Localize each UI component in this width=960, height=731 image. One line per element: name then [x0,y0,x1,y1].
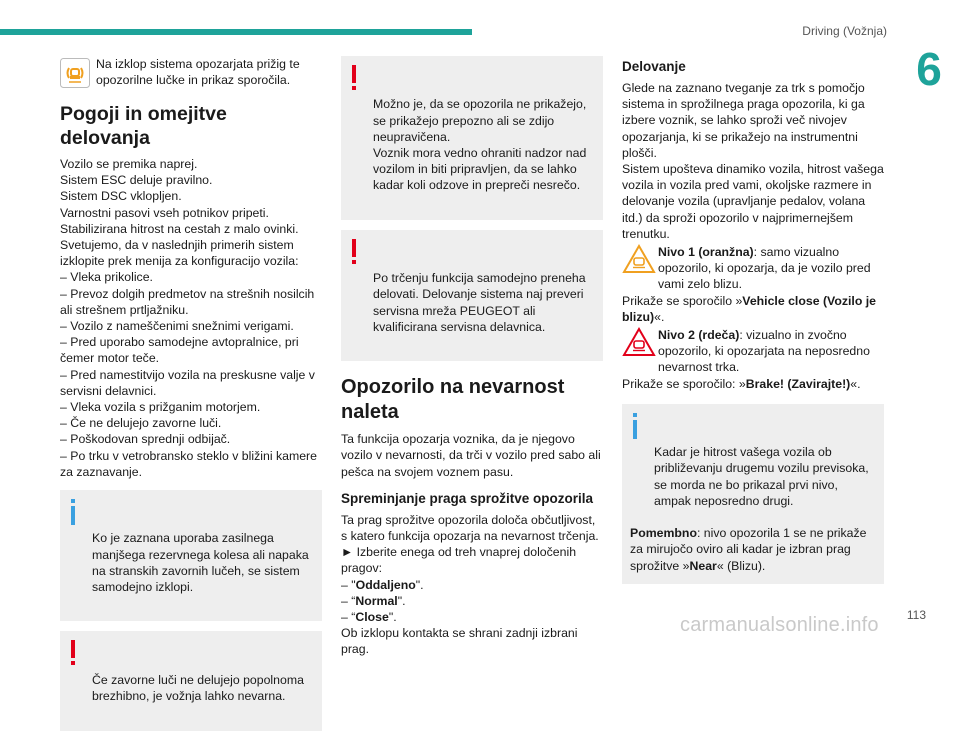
collision-intro: Ta funkcija opozarja voznika, da je njegovo vozilo v nevarnosti, da trči v vozilo pred sabo ali pešca na svojem voznem pasu. [341,432,601,479]
warning-box-text: Če zavorne luči ne delujejo popolnoma brezhibno, je vožnja lahko nevarna. [92,672,304,704]
level-1-message: Prikaže se sporočilo »Vehicle close (Vozilo je blizu)«. [622,293,877,324]
info-box [622,404,884,584]
section-heading-collision-warning: Opozorilo na nevarnost naleta [341,376,565,424]
watermark: carmanualsonline.info [680,614,879,636]
column-1 [60,56,322,731]
threshold-option-1: – "Oddaljeno". [341,577,424,592]
intro-text: Na izklop sistema opozarjata prižig te opozorilne lučke in prikaz sporočila. [96,57,300,88]
warning-exclamation-icon [69,640,77,666]
warning-box-1 [341,56,603,220]
header-accent-bar [0,29,472,35]
subheading-threshold: Spreminjanje praga sprožitve opozorila [341,490,594,506]
collision-warning-lamp-icon [60,58,90,88]
info-icon [631,413,639,439]
section-heading-operation: Delovanje [622,59,686,74]
orange-warning-triangle-icon [622,244,656,274]
warning-lamp-note [60,56,322,90]
info-icon [69,499,77,525]
operation-body: Glede na zaznano tveganje za trk s pomočjo sistema in sprožilnega praga opozorila, ki ga izbere voznik, se lahko sproži več nivojev opozarjanja, ki se prikažejo na instrumentni plošči. Sistem upošteva dinamiko vozila, hitrost vašega vozila in vozila pred vami, okoljske razmere in delovanje vozila (upravljanje pedalov, volana itd.) da sproži opozorilo v najprimernejšem trenutku. [622,81,884,241]
threshold-note: Ob izklopu kontakta se shrani zadnji izbrani prag. [341,626,578,657]
warning-box [60,631,322,730]
warning-box-2-text: Po trčenju funkcija samodejno preneha delovati. Delovanje sistema naj preveri servisna mreža PEUGEOT ali kvalificirana servisna delavnica. [373,271,586,334]
conditions-body: Vozilo se premika naprej. Sistem ESC deluje pravilno. Sistem DSC vklopljen. Varnostni pasovi vseh potnikov pripeti. Stabilizirana hitrost na cestah z malo ovinki. Svetujemo, da v naslednjih primerih sistem izklopite prek menija za konfiguracijo vozila: – Vleka prikolice. – Prevoz dolgih predmetov na strešnih nosilcih ali strešnem prtljažniku. – Vozilo z nameščenimi snežnimi verigami. – Pred uporabo samodejne avtopralnice, pri čemer motor teče. – Pred namestitvijo vozila na preskusne valje v servisni delavnici. – Vleka vozila s prižganim motorjem. – Če ne delujejo zavorne luči. – Poškodovan sprednji odbijač. – Po trku v vetrobransko steklo v bližini kamere za zaznavanje. [60,157,317,479]
page-number: 113 [906,608,926,622]
level-2-message: Prikaže se sporočilo: »Brake! (Zavirajte!)«. [622,376,861,391]
column-2 [341,56,603,658]
warning-box-2 [341,230,603,361]
column-3 [622,56,884,584]
info-box [60,490,322,621]
warning-exclamation-icon [350,65,358,91]
threshold-option-2: – “Normal". [341,593,406,608]
running-header: Driving (Vožnja) [802,24,887,38]
info-box-text: Ko je zaznana uporaba zasilnega manjšega rezervnega kolesa ali napaka na stranskih zavornih lučeh, se sistem samodejno izklopi. [92,531,309,595]
warning-box-1-text: Možno je, da se opozorila ne prikažejo, se prikažejo prepozno ali se zdijo neupravičena. Voznik mora vedno ohraniti nadzor nad vozilom in biti pripravljen, da se lahko kadar koli odzove in prepreči nesrečo. [373,97,587,193]
threshold-body: Ta prag sprožitve opozorila določa občutljivost, s katero funkcija opozarja na nevarnost trčenja. ► Izberite enega od treh vnaprej določenih pragov: [341,512,599,576]
info-box-text: Kadar je hitrost vašega vozila ob približevanju drugemu vozilu previsoka, se morda ne bo prikazal prvi nivo, ampak neposredno drugi. [654,445,869,508]
level-2-item: Nivo 2 (rdeča): vizualno in zvočno opozorilo, ki opozarjata na neposredno nevarnost trka. [622,327,884,376]
threshold-option-3: – “Close". [341,610,397,625]
section-heading-conditions: Pogoji in omejitve delovanja [60,103,227,149]
warning-exclamation-icon [350,239,358,265]
red-warning-triangle-icon [622,327,656,357]
level-1-item: Nivo 1 (oranžna): samo vizualno opozorilo, ki opozarja, da je vozilo pred vami zelo blizu. [622,244,884,293]
important-note: Pomembno: nivo opozorila 1 se ne prikaže za mirujočo oviro ali kadar je izbran prag sprožitve »Near« (Blizu). [630,526,867,573]
chapter-number: 6 [916,43,942,95]
